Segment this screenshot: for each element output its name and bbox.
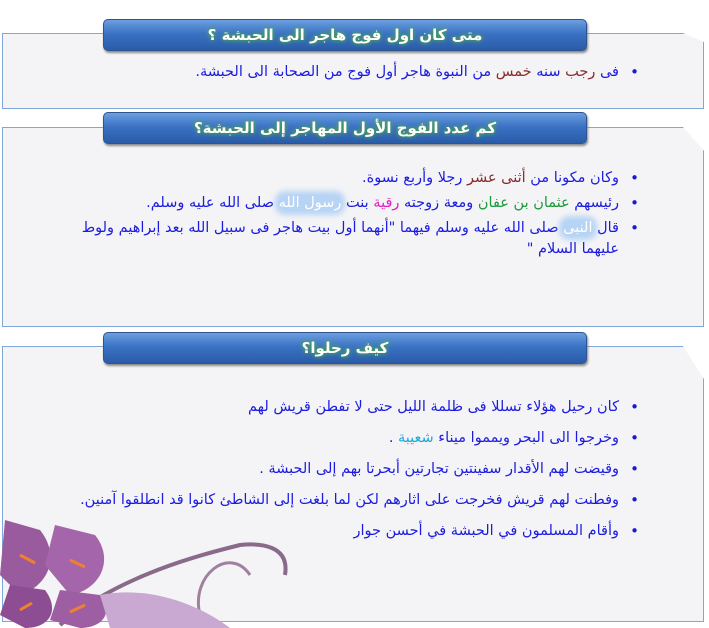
list-item-text: عثمان بن عفان <box>477 195 570 211</box>
lily-flower-decoration <box>0 515 310 628</box>
list-item <box>69 394 639 421</box>
list-item-text: وقيضت لهم الأقدار سفينتين تجارتين أبحرتا بهم إلى الحبشة . <box>259 461 619 477</box>
list-item <box>39 62 639 83</box>
list-item-text: صلى الله عليه وسلم فيهما "أنهما أول بيت هاجر فى سبيل الله بعد إبراهيم ولوط عليهما السلام " <box>81 220 619 257</box>
list-item-text: شعيبة <box>398 430 434 446</box>
list-item-text: وفطنت لهم قريش فخرجت على اثارهم لكن لما بلغت إلى الشاطئ كانوا قد انطلقوا آمنين. <box>80 492 619 508</box>
list-item-text: قال <box>592 220 619 236</box>
list-item-text: سنه <box>531 64 566 80</box>
list-item <box>69 425 639 452</box>
list-item <box>69 168 639 189</box>
list-item-text: وكان مكونا من <box>525 170 619 186</box>
list-item-text: من النبوة هاجر أول فوج من الصحابة الى الحبشة. <box>195 64 496 80</box>
list-item-text: رجب <box>565 64 596 80</box>
list-item-text: وخرجوا الى البحر ويمموا ميناء <box>433 430 619 446</box>
list-item-text: رقية <box>373 195 400 211</box>
list-item-text: وأقام المسلمون في الحبشة في أحسن جوار <box>353 523 619 539</box>
section-1-list <box>39 62 639 87</box>
list-item-text: كان رحيل هؤلاء تسللا فى ظلمة الليل حتى لا تفطن قريش لهم <box>248 399 619 415</box>
section-2-header: كم عدد الفوج الأول المهاجر إلى الحبشة؟ <box>103 112 587 144</box>
list-item-text: رجلا وأربع نسوة. <box>362 170 467 186</box>
section-2-list <box>69 168 639 264</box>
list-item <box>69 218 639 260</box>
list-item-text: رئيسهم <box>569 195 619 211</box>
list-item-text: بنت <box>341 195 374 211</box>
section-1-header: متى كان اول فوج هاجر الى الحبشة ؟ <box>103 19 587 51</box>
list-item <box>69 193 639 214</box>
list-item-text: أثنى عشر <box>466 170 526 186</box>
list-item <box>69 456 639 483</box>
list-item <box>69 487 639 514</box>
list-item-text: رسول الله <box>278 195 342 211</box>
section-3-header: كيف رحلوا؟ <box>103 332 587 364</box>
list-item-text: صلى الله عليه وسلم. <box>146 195 279 211</box>
list-item-text: فى <box>595 64 619 80</box>
list-item-text: ومعة زوجته <box>399 195 478 211</box>
list-item-text: النبى <box>563 220 593 236</box>
list-item-text: . <box>388 430 399 446</box>
list-item-text: خمس <box>495 64 532 80</box>
